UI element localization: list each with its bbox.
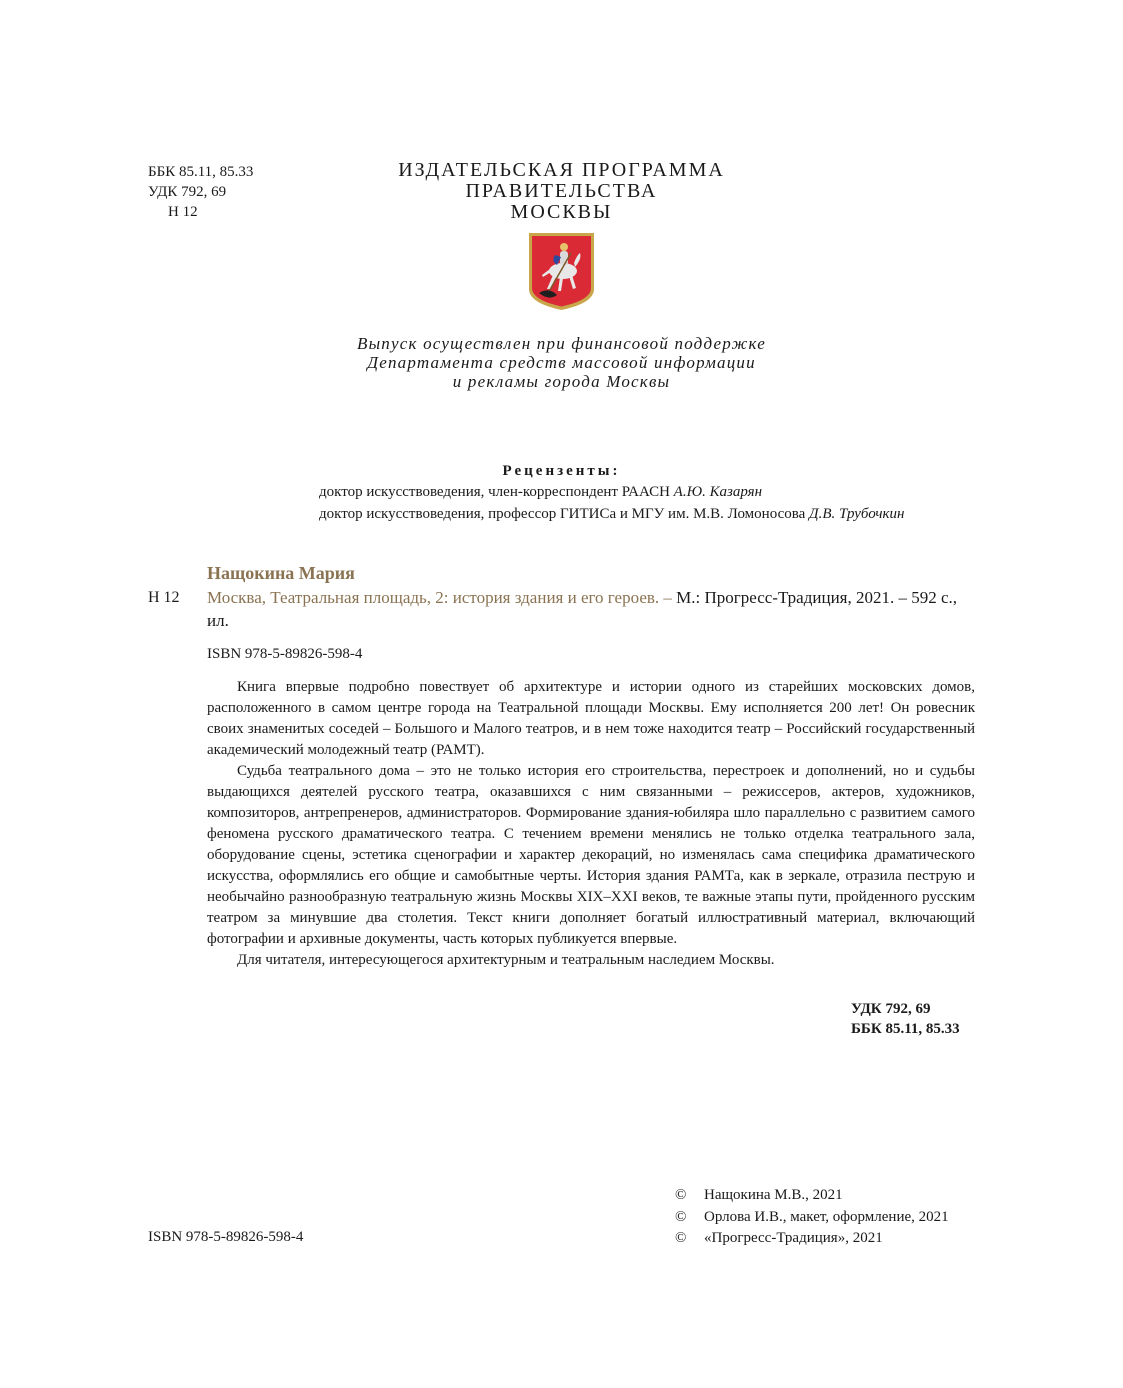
copyright-line-1 (675, 1185, 949, 1207)
reviewer-2-credentials: доктор искусствоведения, профессор ГИТИСа и МГУ им. М.В. Ломоносова (319, 506, 806, 522)
copyright-symbol: © (675, 1187, 687, 1203)
reviewer-2 (319, 503, 905, 525)
program-line-1: ИЗДАТЕЛЬСКАЯ ПРОГРАММА (398, 159, 725, 181)
reviewer-2-name: Д.В. Трубочкин (809, 506, 905, 522)
copyright-holder-1: Нащокина М.В., 2021 (704, 1187, 843, 1203)
reviewers-list (319, 481, 905, 525)
abstract (207, 677, 975, 971)
reviewer-1-name: А.Ю. Казарян (673, 484, 763, 500)
footer-isbn: ISBN 978-5-89826-598-4 (148, 1229, 304, 1245)
moscow-coat-of-arms-icon (527, 231, 596, 311)
copyright-holder-3: «Прогресс-Традиция», 2021 (704, 1230, 883, 1246)
entry-mark: Н 12 (148, 589, 180, 606)
abstract-paragraph-2: Судьба театрального дома – это не только история его строительства, перестроек и дополнений, но и судьбы выдающихся деятелей русского театра, оказавшихся с ним связанными – режиссеров, актеров, художников, композиторов, антрепренеров, администраторов. Формирование здания-юбиляра шло параллельно с развитием самого феномена русского драматического театра. С течением времени менялись не только отделка театрального зала, оборудование сцены, эстетика сценографии и характер декораций, но изменялась сама специфика драматического искусства, оформлялись его общие и самобытные черты. История здания РАМТа, как в зеркале, отразила пеструю и необычайно разнообразную театральную жизнь Москвы XIX–XXI веков, те важные этапы пути, пройденного русским театром за минувшие два столетия. Текст книги дополняет богатый иллюстративный материал, включающий фотографии и архивные документы, часть которых публикуется впервые. (207, 763, 975, 947)
publishing-program-heading (0, 160, 1123, 223)
copyright-line-3 (675, 1228, 949, 1250)
copyright-holder-2: Орлова И.В., макет, оформление, 2021 (704, 1208, 949, 1225)
entry-isbn: ISBN 978-5-89826-598-4 (207, 646, 363, 662)
abstract-paragraph-1: Книга впервые подробно повествует об архитектуре и истории одного из старейших московских домов, расположенного в самом центре города на Театральной площади Москвы. Ему исполняется 200 лет! Он ровесник своих знаменитых соседей – Большого и Малого театров, и в нем тоже находится театр – Российский государственный академический молодежный театр (РАМТ). (207, 679, 975, 758)
support-line-3: и рекламы города Москвы (452, 372, 671, 391)
bibliographic-entry (207, 586, 977, 632)
reviewer-1 (319, 481, 905, 503)
publisher-info: М.: Прогресс-Традиция, 2021. – 592 с., ил. (207, 588, 958, 630)
copyright-block (675, 1185, 949, 1250)
abstract-paragraph-3: Для читателя, интересующегося архитектурным и театральным наследием Москвы. (237, 952, 775, 968)
copyright-symbol: © (675, 1208, 687, 1225)
classification-bbk: ББК 85.11, 85.33 (851, 1021, 960, 1037)
financial-support-note (0, 334, 1123, 391)
copyright-line-2 (675, 1207, 949, 1229)
udk-code: УДК 792, 69 (148, 184, 227, 200)
copyright-symbol: © (675, 1230, 687, 1246)
reviewers-title: Рецензенты: (502, 463, 621, 479)
support-line-1: Выпуск осуществлен при финансовой поддержке (356, 334, 766, 353)
reviewer-1-credentials: доктор искусствоведения, член-корреспондент РААСН (319, 484, 670, 500)
book-title: Москва, Театральная площадь, 2: история здания и его героев. – (207, 588, 672, 607)
bbk-code: ББК 85.11, 85.33 (148, 164, 254, 180)
program-line-3: МОСКВЫ (510, 201, 613, 223)
classification-udk: УДК 792, 69 (851, 1001, 931, 1017)
book-author: Нащокина Мария (207, 563, 355, 583)
program-line-2: ПРАВИТЕЛЬСТВА (465, 180, 658, 202)
support-line-2: Департамента средств массовой информации (367, 353, 756, 372)
classification-codes (851, 999, 960, 1039)
author-mark: Н 12 (168, 204, 198, 220)
